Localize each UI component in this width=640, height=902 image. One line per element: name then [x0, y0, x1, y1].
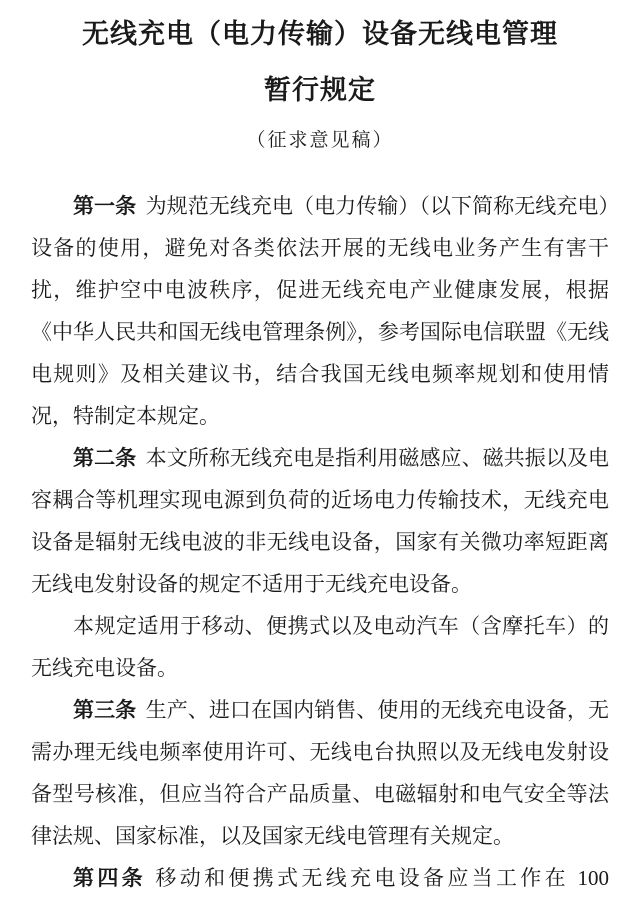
article-text: 移动和便携式无线充电设备应当工作在 100 — [155, 866, 610, 890]
document-subtitle: （征求意见稿） — [246, 130, 394, 151]
document-body — [31, 185, 609, 899]
title-line-2: 暂行规定 — [264, 75, 376, 105]
article-paragraph-1 — [31, 185, 609, 437]
article-number: 第一条 — [73, 194, 137, 218]
article-text: 本规定适用于移动、便携式以及电动汽车（含摩托车）的无线充电设备。 — [31, 614, 609, 680]
article-paragraph-4 — [31, 689, 609, 857]
article-paragraph-3 — [31, 605, 609, 689]
article-number: 第二条 — [73, 446, 137, 470]
article-number: 第四条 — [73, 866, 146, 890]
title-line-1: 无线充电（电力传输）设备无线电管理 — [82, 19, 558, 49]
article-text: 生产、进口在国内销售、使用的无线充电设备，无需办理无线电频率使用许可、无线电台执照以及无线电发射设备型号核准，但应当符合产品质量、电磁辐射和电气安全等法律法规、国家标准，以及国家无线电管理有关规定。 — [31, 698, 610, 848]
article-text: 为规范无线充电（电力传输）（以下简称无线充电）设备的使用，避免对各类依法开展的无线电业务产生有害干扰，维护空中电波秩序，促进无线充电产业健康发展，根据《中华人民共和国无线电管理条例》，参考国际电信联盟《无线电规则》及相关建议书，结合我国无线电频率规划和使用情况，特制定本规定。 — [31, 194, 609, 428]
article-number: 第三条 — [73, 698, 137, 722]
article-paragraph-2 — [31, 437, 609, 605]
article-text: 本文所称无线充电是指利用磁感应、磁共振以及电容耦合等机理实现电源到负荷的近场电力传输技术，无线充电设备是辐射无线电波的非无线电设备，国家有关微功率短距离无线电发射设备的规定不适用于无线充电设备。 — [31, 446, 610, 596]
document-title — [31, 6, 609, 118]
article-paragraph-5 — [31, 857, 609, 899]
